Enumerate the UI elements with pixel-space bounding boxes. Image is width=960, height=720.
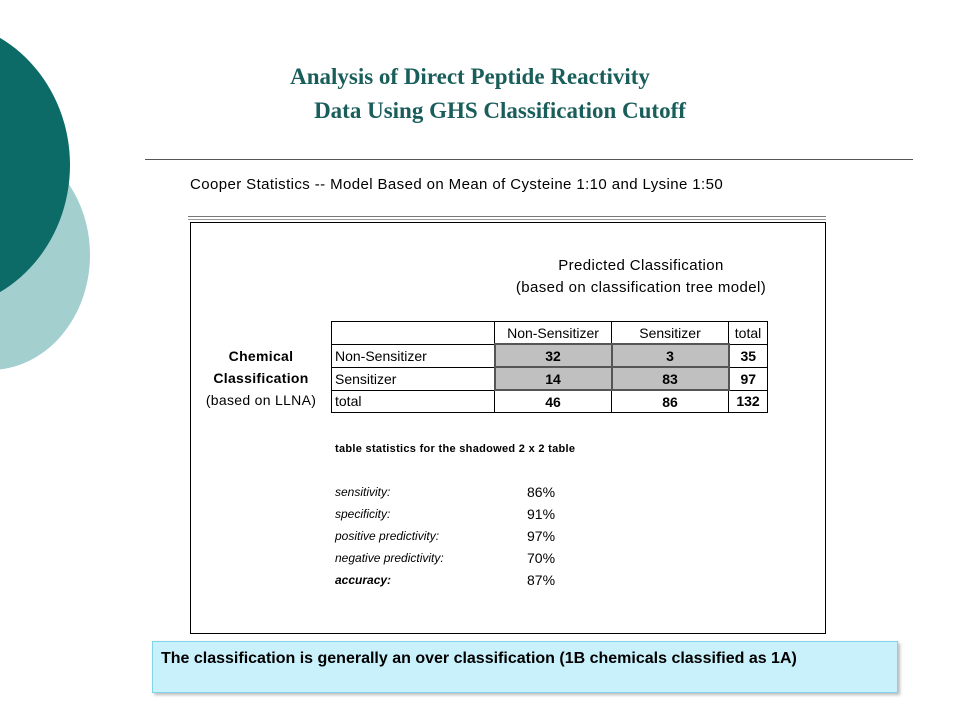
table-cell: 83 [612,367,729,390]
title-line-2: Data Using GHS Classification Cutoff [314,98,686,123]
table-cell: 3 [612,344,729,367]
figure-subtitle: Cooper Statistics -- Model Based on Mean of Cysteine 1:10 and Lysine 1:50 [190,176,724,193]
table-cell: 14 [495,367,612,390]
stat-row-sensitivity [335,485,595,507]
table-corner-cell [332,322,495,345]
table-cell: 97 [729,367,768,390]
row-label: Non-Sensitizer [332,344,495,367]
predicted-title-line-1: Predicted Classification [558,257,724,274]
chem-label-line-1: Chemical [228,348,294,364]
predicted-title-line-2: (based on classification tree model) [515,279,767,296]
chem-label-line-3: (based on LLNA) [205,392,317,408]
table-row [332,390,768,413]
figure-panel [190,222,826,634]
stat-label: accuracy: [335,573,392,587]
stat-row-positive-predictivity [335,529,595,551]
subtitle-divider-2 [188,219,826,220]
row-label: total [332,390,495,413]
col-header: Non-Sensitizer [495,322,612,345]
stats-header: table statistics for the shadowed 2 x 2 table [335,443,576,455]
table-cell: 35 [729,344,768,367]
row-label: Sensitizer [332,367,495,390]
stat-value: 86% [527,484,556,500]
table-cell: 32 [495,344,612,367]
subtitle-divider [188,216,826,217]
chemical-classification-label [191,345,331,411]
col-header: total [729,322,768,345]
title-divider [145,159,913,160]
table-row [332,367,768,390]
stat-value: 97% [527,528,556,544]
slide-title [200,60,840,128]
stat-value: 87% [527,572,556,588]
contingency-table [331,321,768,413]
stat-row-specificity [335,507,595,529]
chem-label-line-2: Classification [213,370,309,386]
predicted-classification-title [481,255,801,299]
stat-label: specificity: [335,507,391,521]
table-cell: 132 [729,390,768,413]
table-cell: 86 [612,390,729,413]
stat-label: negative predictivity: [335,551,444,565]
title-line-1: Analysis of Direct Peptide Reactivity [290,64,650,89]
col-header: Sensitizer [612,322,729,345]
stat-label: sensitivity: [335,485,391,499]
stat-row-accuracy [335,573,595,595]
table-cell: 46 [495,390,612,413]
stat-label: positive predictivity: [335,529,440,543]
stat-value: 70% [527,550,556,566]
callout-note: The classification is generally an over classification (1B chemicals classified as 1A) [152,641,898,693]
table-header-row [332,322,768,345]
stat-row-negative-predictivity [335,551,595,573]
stat-value: 91% [527,506,556,522]
table-row [332,344,768,367]
